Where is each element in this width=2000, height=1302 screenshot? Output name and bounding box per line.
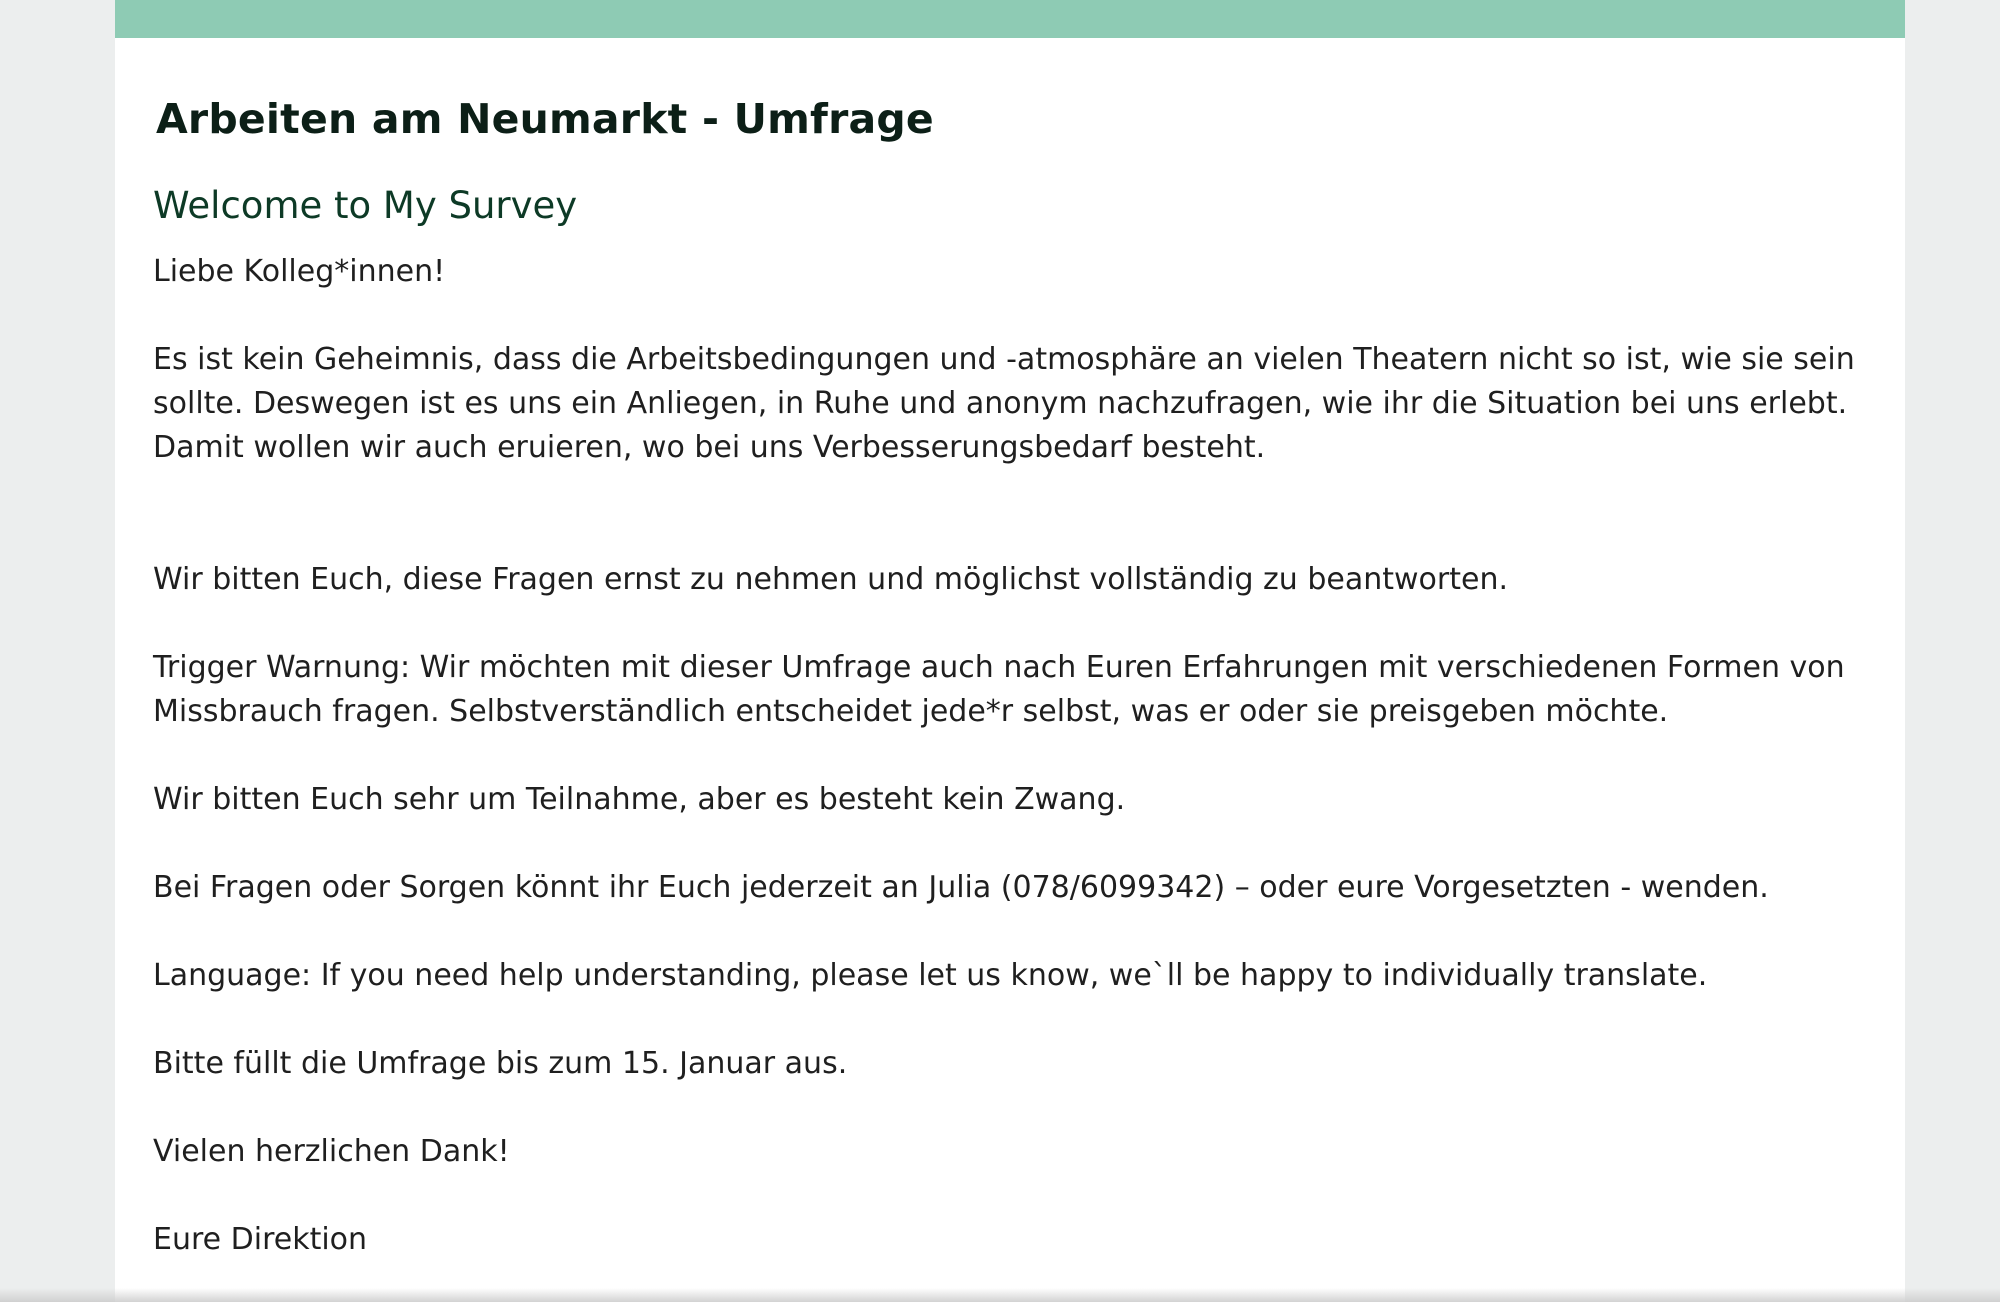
contact-note: Bei Fragen oder Sorgen könnt ihr Euch jederzeit an Julia (078/6099342) – oder eure Vorgesetzten - wenden.	[153, 869, 1769, 905]
intro-greeting: Liebe Kolleg*innen!	[153, 253, 446, 289]
signature: Eure Direktion	[153, 1221, 368, 1257]
thanks-note: Vielen herzlichen Dank!	[153, 1133, 510, 1169]
trigger-warning: Trigger Warnung: Wir möchten mit dieser Umfrage auch nach Euren Erfahrungen mit verschiedenen Formen von Missbrauch fragen. Selbstverständlich entscheidet jede*r selbst, was er oder sie preisgeben möchte.	[153, 649, 1845, 729]
intro-paragraph: Es ist kein Geheimnis, dass die Arbeitsbedingungen und -atmosphäre an vielen Theatern nicht so ist, wie sie sein sollte. Deswegen ist es uns ein Anliegen, in Ruhe und anonym nachzufragen, wie ihr die Situation bei uns erlebt. Damit wollen wir auch eruieren, wo bei uns Verbesserungsbedarf besteht.	[153, 341, 1855, 465]
survey-card	[115, 0, 1905, 1302]
language-note: Language: If you need help understanding, please let us know, we`ll be happy to individually translate.	[153, 957, 1708, 993]
survey-body	[115, 38, 1905, 1262]
bottom-edge-shadow	[0, 1288, 2000, 1302]
intro-paragraph: Wir bitten Euch, diese Fragen ernst zu nehmen und möglichst vollständig zu beantworten.	[153, 561, 1508, 597]
intro-paragraph: Wir bitten Euch sehr um Teilnahme, aber es besteht kein Zwang.	[153, 781, 1126, 817]
page-title: Welcome to My Survey	[153, 184, 578, 228]
deadline-note: Bitte füllt die Umfrage bis zum 15. Januar aus.	[153, 1045, 848, 1081]
survey-accent-bar	[115, 0, 1905, 38]
intro-text	[153, 250, 1883, 1262]
survey-title: Arbeiten am Neumarkt - Umfrage	[156, 95, 934, 143]
